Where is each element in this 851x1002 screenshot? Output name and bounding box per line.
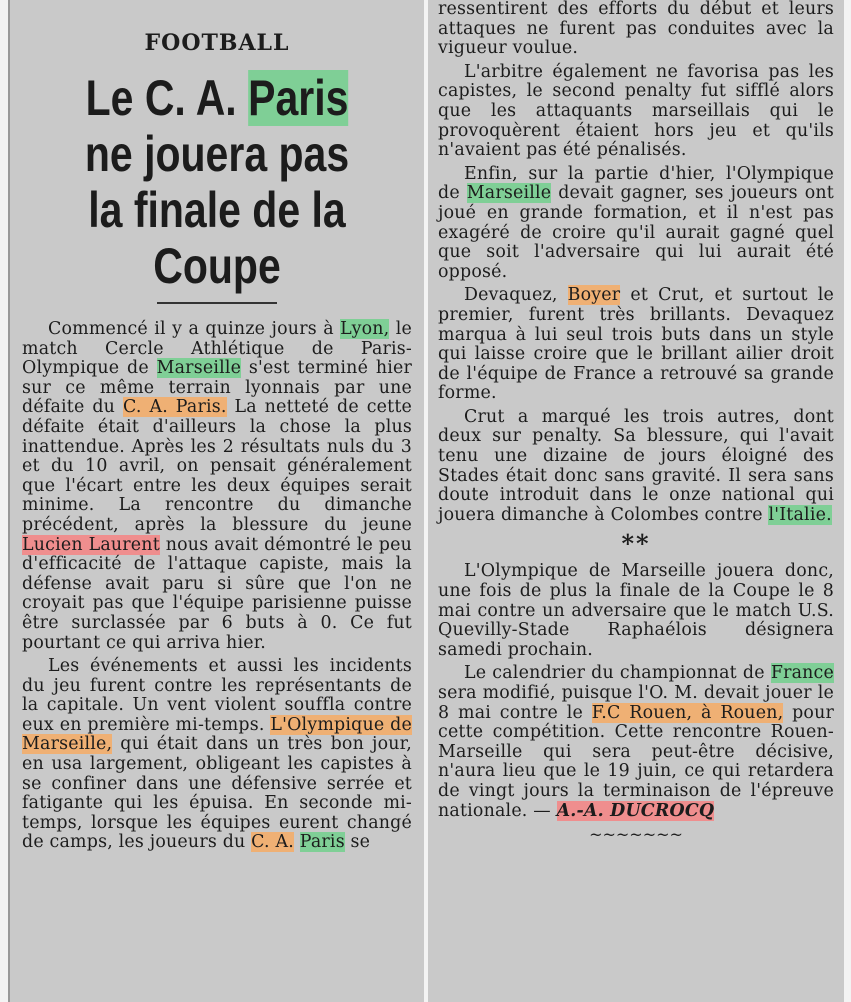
left-paragraph-2: Les événements et aussi les incidents du jeu furent contre les représentants de la capitale. Un vent violent souffla contre eux en première mi-temps. L'Olympique de Marseille, qui était dans un très bon jour, en usa largement, obligeant les capistes à se confiner dans une défensive serrée et fatigante qui les épuisa. En seconde mi-temps, lorsque les équipes eurent changé de camps, les joueurs du C. A. Paris se	[22, 656, 412, 853]
entity-lucien-laurent: Lucien Laurent	[22, 534, 160, 555]
right-paragraph-2: Enfin, sur la partie d'hier, l'Olympique de Marseille devait gagner, ses joueurs ont joué en grande formation, et il n'est pas exagéré de croire qu'il aurait gagné quel que soit l'adversaire qui lui aurait été opposé.	[438, 163, 835, 282]
section-stars: **	[621, 529, 651, 559]
headline-rule	[157, 302, 277, 304]
right-column	[428, 0, 844, 1002]
headline-paris: Paris	[248, 70, 349, 126]
entity-olympique-marseille: L'Olympique de Marseille,	[22, 714, 412, 755]
right-paragraph-1: L'arbitre également ne favorisa pas les capistes, le second penalty fut sifflé alors que les attaquants marseillais qui le provoquèrent étaient hors jeu et qu'ils n'avaient pas été pénalisés.	[438, 61, 834, 161]
entity-ca: C. A.	[251, 832, 294, 853]
right-paragraph-6: Le calendrier du championnat de France sera modifié, puisque l'O. M. devait jouer le 8 mai contre le F.C Rouen, à Rouen, pour cette compétition. Cette rencontre Rouen-Marseille qui sera peut-être décisive, n'aura lieu que le 19 juin, ce qui retardera de vingt jours la terminaison de l'épreuve nationale. — A.-A. DUCROCQ	[438, 663, 834, 821]
left-paragraph-1: Commencé il y a quinze jours à Lyon, le match Cercle Athlétique de Paris-Olympique de Marseille s'est terminé hier sur ce même terrain lyonnais par une défaite du C. A. Paris. La netteté de cette défaite était d'ailleurs la chose la plus inattendue. Après les 2 résultats nuls du 3 et du 10 avril, on pensait généralement que l'écart entre les deux équipes serait minime. La rencontre du dimanche précédent, après la blessure du jeune Lucien Laurent nous avait démontré le peu d'efficacité de l'attaque capiste, mais la défense avait paru si sûre que l'on ne croyait pas que l'équipe parisienne puisse être surclassée par 6 buts à 0. Ce fut pourtant ce qui arriva hier.	[22, 319, 413, 653]
entity-marseille-2: Marseille	[466, 183, 552, 204]
entity-fc-rouen: F.C Rouen, à Rouen,	[591, 702, 784, 723]
headline-line-2: ne jouera pas	[84, 126, 350, 182]
headline-line-1: Le C. A. Paris	[85, 70, 349, 126]
right-paragraph-4: Crut a marqué les trois autres, dont deux sur penalty. Sa blessure, qui l'avait tenu une dizaine de jours éloigné des Stades était donc sans gravité. Il sera sans doute introduit dans le onze national qui jouera dimanche à Colombes contre l'Italie.	[438, 406, 834, 525]
entity-france: France	[770, 663, 834, 684]
entity-lyon: Lyon,	[340, 319, 390, 339]
right-paragraph-5: L'Olympique de Marseille jouera donc, une fois de plus la finale de la Coupe le 8 mai contre un adversaire que le match U.S. Quevilly-Stade Raphaélois désignera samedi prochain.	[438, 561, 834, 660]
headline	[57, 70, 377, 294]
end-rule: ~~~~~~~	[589, 825, 683, 845]
headline-line-3: la finale de la Coupe	[88, 182, 346, 294]
right-paragraph-3: Devaquez, Boyer et Crut, et surtout le premier, furent très brillants. Devaquez marqua à lui seul trois buts dans un style qui laisse croire que le brillant ailier droit de l'équipe de France a retrouvé sa grande forme.	[438, 285, 835, 404]
entity-ca-paris: C. A. Paris.	[122, 397, 227, 418]
right-paragraph-0: ressentirent des efforts du début et leurs attaques ne furent pas conduites avec la vigueur voulue.	[438, 0, 834, 59]
entity-boyer: Boyer	[567, 285, 621, 306]
left-column	[8, 0, 424, 1002]
entity-marseille: Marseille	[156, 358, 242, 379]
section-label: FOOTBALL	[144, 30, 290, 56]
entity-paris: Paris	[299, 832, 345, 853]
entity-italie: l'Italie.	[768, 504, 832, 525]
author-signature: A.-A. DUCROCQ	[556, 800, 715, 821]
